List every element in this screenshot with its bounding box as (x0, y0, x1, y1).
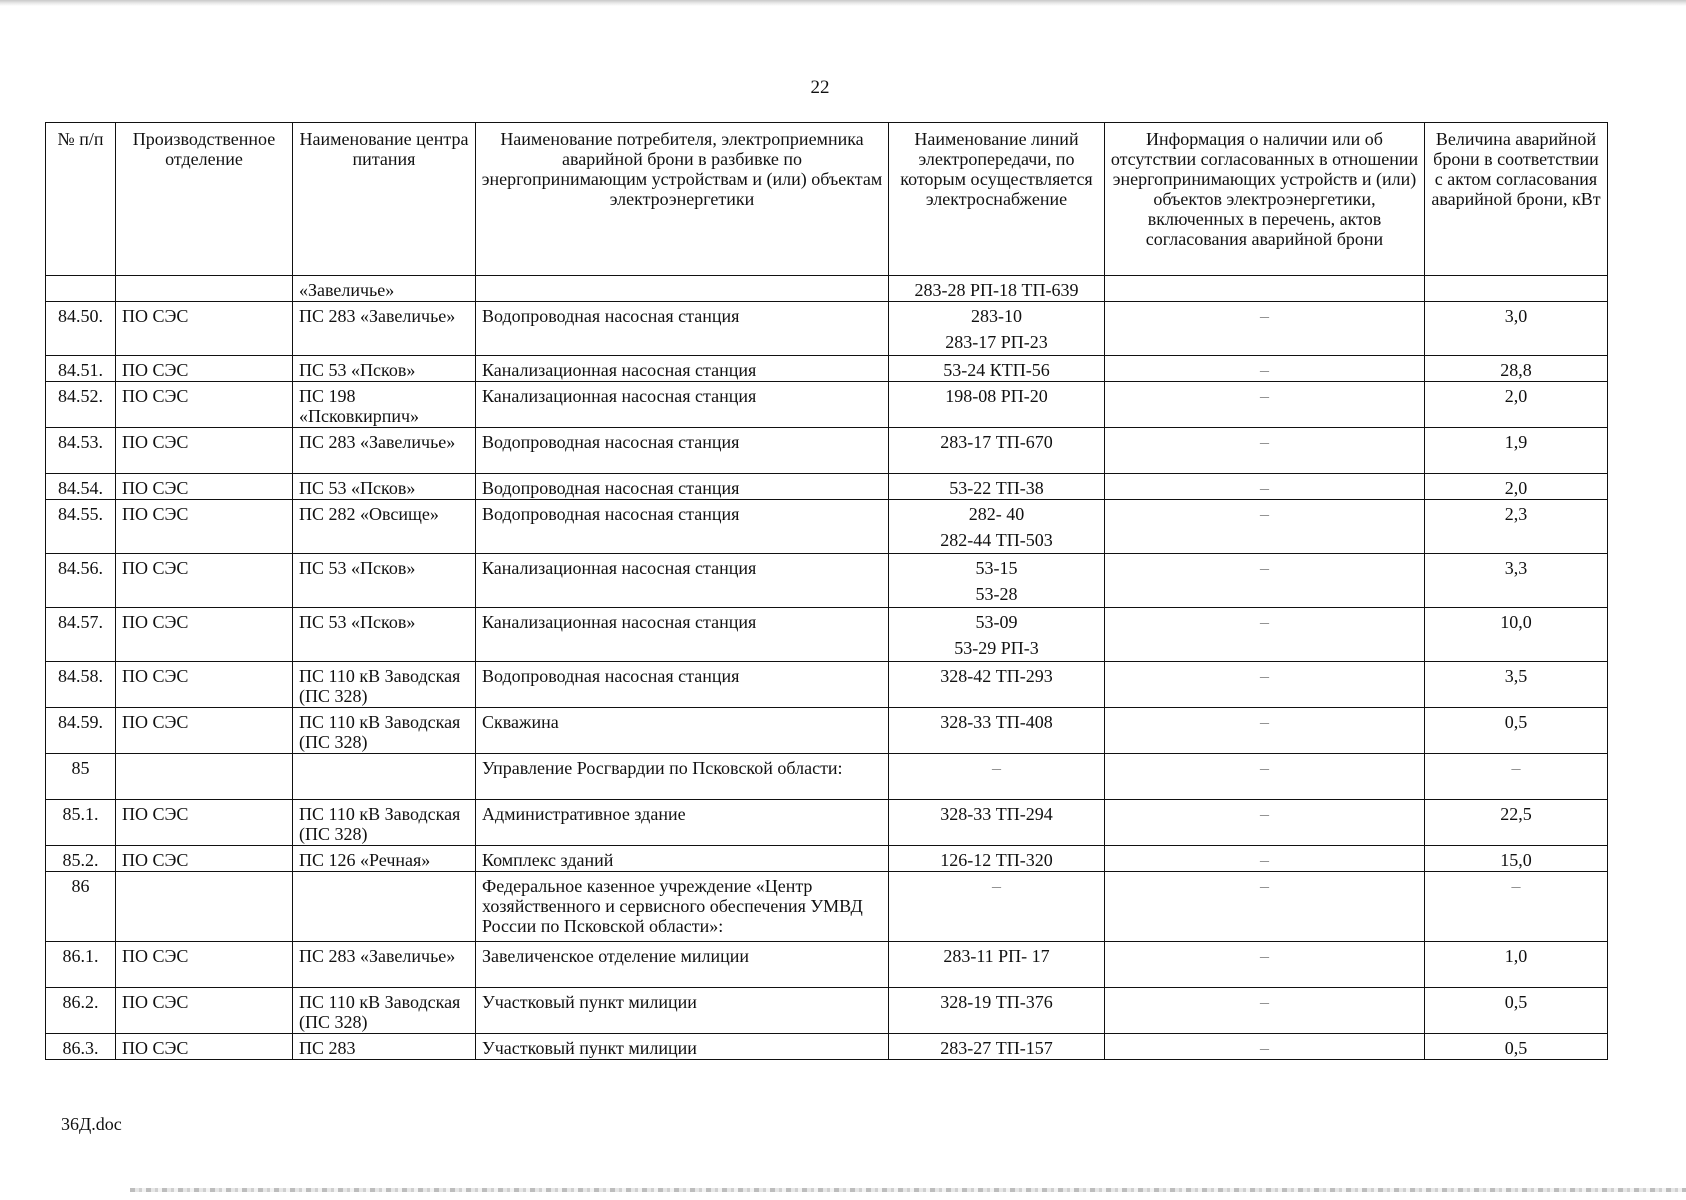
row-consumer (476, 276, 889, 302)
power-line-entry: 283-11 РП- 17 (943, 946, 1050, 966)
row-power-center: ПС 53 «Псков» (293, 356, 476, 382)
row-power-lines (889, 608, 1105, 662)
table-row (46, 754, 1608, 800)
header-power-lines: Наименование линий электропередачи, по которым осуществляется электроснабжение (889, 123, 1105, 276)
row-power-lines (889, 872, 1105, 942)
row-consumer: Канализационная насосная станция (476, 382, 889, 428)
row-power-center: ПС 110 кВ Заводская (ПС 328) (293, 662, 476, 708)
row-power-lines (889, 474, 1105, 500)
table-row (46, 800, 1608, 846)
table-row (46, 846, 1608, 872)
table-row (46, 554, 1608, 608)
power-line-entry: 53-09 (975, 612, 1018, 632)
table-row (46, 474, 1608, 500)
scan-edge-bottom (130, 1188, 1686, 1192)
row-department: ПО СЭС (116, 708, 293, 754)
emergency-reserve-table (45, 122, 1608, 1060)
row-consumer: Участковый пункт милиции (476, 988, 889, 1034)
table-body (46, 276, 1608, 1060)
row-power-center: ПС 283 «Завеличье» (293, 428, 476, 474)
row-consumer: Канализационная насосная станция (476, 608, 889, 662)
power-line-entry: 328-19 ТП-376 (940, 992, 1053, 1012)
header-agreement-info: Информация о наличии или об отсутствии согласованных в отношении энергопринимающих устройств и (или) объектов электроэнергетики, включенных в перечень, актов согласования аварийной брони (1105, 123, 1425, 276)
row-agreement-info: – (1105, 554, 1425, 608)
row-agreement-info: – (1105, 356, 1425, 382)
row-number: 84.56. (46, 554, 116, 608)
row-agreement-info (1105, 276, 1425, 302)
row-number: 84.59. (46, 708, 116, 754)
row-agreement-info: – (1105, 608, 1425, 662)
table-header-row (46, 123, 1608, 276)
row-power-lines (889, 356, 1105, 382)
power-line-entry: 282- 40 (968, 504, 1025, 524)
table-row (46, 302, 1608, 356)
row-power-center: ПС 282 «Овсище» (293, 500, 476, 554)
document-filename: 36Д.doc (61, 1114, 122, 1134)
row-reserve-value: – (1425, 872, 1608, 942)
header-reserve-value: Величина аварийной брони в соответствии с актом согласования аварийной брони, кВт (1425, 123, 1608, 276)
row-reserve-value: 0,5 (1425, 708, 1608, 754)
table-row (46, 942, 1608, 988)
row-reserve-value: 0,5 (1425, 1034, 1608, 1060)
row-number: 85 (46, 754, 116, 800)
page-number: 22 (810, 77, 830, 98)
row-consumer: Водопроводная насосная станция (476, 302, 889, 356)
row-consumer: Водопроводная насосная станция (476, 500, 889, 554)
row-number: 84.58. (46, 662, 116, 708)
row-department (116, 276, 293, 302)
row-agreement-info: – (1105, 382, 1425, 428)
row-department: ПО СЭС (116, 302, 293, 356)
row-power-center: ПС 110 кВ Заводская (ПС 328) (293, 988, 476, 1034)
table-row (46, 500, 1608, 554)
table-row (46, 608, 1608, 662)
row-power-lines (889, 800, 1105, 846)
row-reserve-value: 1,9 (1425, 428, 1608, 474)
row-agreement-info: – (1105, 872, 1425, 942)
row-consumer: Завеличенское отделение милиции (476, 942, 889, 988)
row-reserve-value: 28,8 (1425, 356, 1608, 382)
table-row (46, 276, 1608, 302)
row-consumer: Канализационная насосная станция (476, 554, 889, 608)
row-power-center: ПС 53 «Псков» (293, 608, 476, 662)
row-department: ПО СЭС (116, 988, 293, 1034)
row-agreement-info: – (1105, 846, 1425, 872)
power-line-entry: 283-17 ТП-670 (940, 432, 1053, 452)
power-line-entry: 283-10 (971, 306, 1022, 326)
table-row (46, 662, 1608, 708)
row-number: 85.2. (46, 846, 116, 872)
row-agreement-info: – (1105, 942, 1425, 988)
row-power-center: ПС 283 «Завеличье» (293, 302, 476, 356)
row-consumer: Водопроводная насосная станция (476, 428, 889, 474)
row-number: 84.51. (46, 356, 116, 382)
row-consumer: Административное здание (476, 800, 889, 846)
header-consumer: Наименование потребителя, электроприемника аварийной брони в разбивке по энергопринимающим устройствам и (или) объектам электроэнергетики (476, 123, 889, 276)
row-reserve-value: 2,3 (1425, 500, 1608, 554)
row-reserve-value: 15,0 (1425, 846, 1608, 872)
table-row (46, 382, 1608, 428)
row-department (116, 872, 293, 942)
row-power-center (293, 872, 476, 942)
row-power-lines (889, 1034, 1105, 1060)
row-power-lines (889, 942, 1105, 988)
row-reserve-value: 1,0 (1425, 942, 1608, 988)
power-line-entry: 328-33 ТП-408 (940, 712, 1053, 732)
row-department: ПО СЭС (116, 846, 293, 872)
power-line-entry: 126-12 ТП-320 (940, 850, 1053, 870)
row-number: 86 (46, 872, 116, 942)
row-power-lines (889, 382, 1105, 428)
row-reserve-value: – (1425, 754, 1608, 800)
table-row (46, 1034, 1608, 1060)
row-agreement-info: – (1105, 754, 1425, 800)
row-number: 84.53. (46, 428, 116, 474)
row-reserve-value: 2,0 (1425, 382, 1608, 428)
row-department: ПО СЭС (116, 382, 293, 428)
row-department: ПО СЭС (116, 474, 293, 500)
row-power-lines (889, 708, 1105, 754)
row-power-center: ПС 198 «Псковкирпич» (293, 382, 476, 428)
row-agreement-info: – (1105, 302, 1425, 356)
row-agreement-info: – (1105, 988, 1425, 1034)
power-line-entry: 328-42 ТП-293 (940, 666, 1053, 686)
power-line-entry: 283-17 РП-23 (945, 332, 1048, 352)
row-number: 84.54. (46, 474, 116, 500)
row-department: ПО СЭС (116, 356, 293, 382)
row-department: ПО СЭС (116, 800, 293, 846)
row-number: 84.57. (46, 608, 116, 662)
row-number (46, 276, 116, 302)
row-reserve-value (1425, 276, 1608, 302)
row-number: 85.1. (46, 800, 116, 846)
row-department: ПО СЭС (116, 942, 293, 988)
row-consumer: Водопроводная насосная станция (476, 662, 889, 708)
table-row (46, 708, 1608, 754)
power-line-entry: 328-33 ТП-294 (940, 804, 1053, 824)
row-power-lines (889, 554, 1105, 608)
row-number: 84.50. (46, 302, 116, 356)
row-consumer: Канализационная насосная станция (476, 356, 889, 382)
power-line-entry: 53-22 ТП-38 (949, 478, 1044, 498)
power-line-entry: 283-28 РП-18 ТП-639 (914, 280, 1079, 300)
row-reserve-value: 2,0 (1425, 474, 1608, 500)
row-agreement-info: – (1105, 662, 1425, 708)
table-row (46, 988, 1608, 1034)
row-department: ПО СЭС (116, 608, 293, 662)
row-agreement-info: – (1105, 708, 1425, 754)
row-department: ПО СЭС (116, 428, 293, 474)
power-line-entry: 53-24 КТП-56 (943, 360, 1050, 380)
row-consumer: Участковый пункт милиции (476, 1034, 889, 1060)
power-line-entry: 283-27 ТП-157 (940, 1038, 1053, 1058)
table-row (46, 356, 1608, 382)
row-reserve-value: 3,0 (1425, 302, 1608, 356)
table-row (46, 872, 1608, 942)
row-reserve-value: 3,3 (1425, 554, 1608, 608)
row-power-center: ПС 53 «Псков» (293, 474, 476, 500)
row-power-lines (889, 428, 1105, 474)
power-line-entry: 53-15 (975, 558, 1018, 578)
row-agreement-info: – (1105, 428, 1425, 474)
row-department: ПО СЭС (116, 1034, 293, 1060)
row-consumer: Управление Росгвардии по Псковской области: (476, 754, 889, 800)
row-power-lines (889, 500, 1105, 554)
header-number: № п/п (46, 123, 116, 276)
row-department: ПО СЭС (116, 500, 293, 554)
power-line-entry: 53-28 (975, 584, 1018, 604)
row-agreement-info: – (1105, 500, 1425, 554)
header-department: Производственное отделение (116, 123, 293, 276)
row-power-lines (889, 754, 1105, 800)
row-reserve-value: 10,0 (1425, 608, 1608, 662)
row-power-lines (889, 276, 1105, 302)
row-agreement-info: – (1105, 1034, 1425, 1060)
row-consumer: Федеральное казенное учреждение «Центр хозяйственного и сервисного обеспечения УМВД России по Псковской области»: (476, 872, 889, 942)
row-consumer: Водопроводная насосная станция (476, 474, 889, 500)
row-power-lines (889, 662, 1105, 708)
row-power-lines (889, 846, 1105, 872)
row-department: ПО СЭС (116, 662, 293, 708)
row-power-lines (889, 988, 1105, 1034)
row-power-center (293, 754, 476, 800)
row-power-center: «Завеличье» (293, 276, 476, 302)
row-number: 86.2. (46, 988, 116, 1034)
row-number: 86.1. (46, 942, 116, 988)
row-department (116, 754, 293, 800)
header-power-center: Наименование центра питания (293, 123, 476, 276)
row-department: ПО СЭС (116, 554, 293, 608)
row-agreement-info: – (1105, 800, 1425, 846)
row-power-center: ПС 283 (293, 1034, 476, 1060)
row-number: 84.52. (46, 382, 116, 428)
row-consumer: Скважина (476, 708, 889, 754)
row-power-lines (889, 302, 1105, 356)
row-consumer: Комплекс зданий (476, 846, 889, 872)
row-power-center: ПС 110 кВ Заводская (ПС 328) (293, 708, 476, 754)
row-reserve-value: 3,5 (1425, 662, 1608, 708)
row-number: 86.3. (46, 1034, 116, 1060)
power-line-entry: – (992, 758, 1001, 778)
power-line-entry: 53-29 РП-3 (954, 638, 1039, 658)
table-row (46, 428, 1608, 474)
power-line-entry: – (992, 876, 1001, 896)
power-line-entry: 198-08 РП-20 (945, 386, 1048, 406)
row-number: 84.55. (46, 500, 116, 554)
scan-edge-top (0, 0, 1686, 6)
row-reserve-value: 0,5 (1425, 988, 1608, 1034)
row-power-center: ПС 110 кВ Заводская (ПС 328) (293, 800, 476, 846)
row-reserve-value: 22,5 (1425, 800, 1608, 846)
row-power-center: ПС 283 «Завеличье» (293, 942, 476, 988)
row-agreement-info: – (1105, 474, 1425, 500)
power-line-entry: 282-44 ТП-503 (940, 530, 1053, 550)
row-power-center: ПС 53 «Псков» (293, 554, 476, 608)
row-power-center: ПС 126 «Речная» (293, 846, 476, 872)
